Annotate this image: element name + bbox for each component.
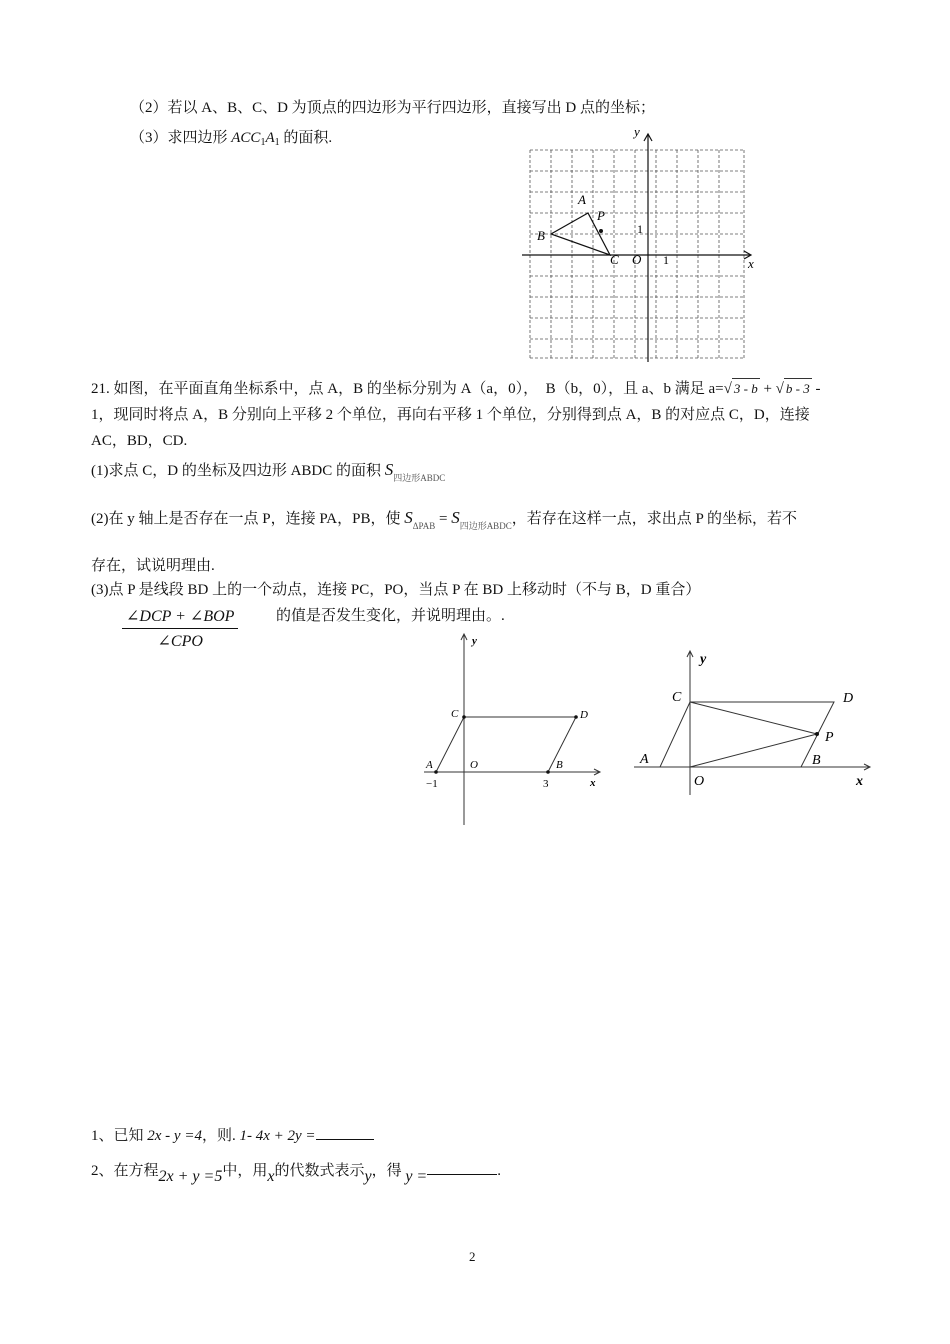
figure-right [630,645,880,805]
q21-plus: + [759,381,776,397]
extra-q1-middle: ，则. [201,1128,240,1144]
q20-part3-sub1: 1 [260,137,266,148]
extra-q2-x: x [267,1168,275,1185]
q21-part2-s1: S [404,508,413,527]
q21-part1 [91,460,445,488]
q21-part2-cont: 存在，试说明理由. [91,558,215,574]
right-label-y: y [700,652,707,667]
q21-line1-end: - [811,381,821,397]
q20-part2: （2）若以 A、B、C、D 为顶点的四边形为平行四边形，直接写出 D 点的坐标； [130,100,656,116]
q21-part3-tail: 的值是否发生变化，并说明理由。. [276,608,505,624]
left-label-o: O [470,759,478,771]
extra-q2-prefix: 2、在方程 [91,1163,159,1179]
q20-part3-prefix: （3）求四边形 [130,130,232,146]
left-point-d [574,715,578,719]
q21-fraction [122,606,238,651]
q21-part2-sub1: ΔPAB [412,521,436,531]
q20-part3 [130,128,332,153]
segment-cp [690,702,817,734]
q21-part3: (3)点 P 是线段 BD 上的一个动点，连接 PC，PO，当点 P 在 BD 上移动时（不与 B，D 重合） [91,582,701,598]
left-point-a [434,770,438,774]
left-point-c [462,715,466,719]
extra-q1-answer-blank[interactable] [316,1125,374,1140]
q21-line1-text: 21. 如图，在平面直角坐标系中，点 A，B 的坐标分别为 A（a，0）， B（b，0），且 a、b 满足 a= [91,381,724,397]
q21-part1-sub: 四边形ABDC [393,473,446,483]
grid-label-o: O [632,252,642,267]
grid-label-y: y [634,124,640,139]
q21-part2-sub2: 四边形ABDC [459,521,512,531]
q20-part3-suffix: 的面积. [279,130,333,146]
q21-part1-s: S [384,460,394,479]
extra-q2-end: . [497,1163,501,1179]
extra-q2-equation: 2x + y =5 [158,1168,223,1185]
fraction-numerator: ∠DCP + ∠BOP [122,606,238,629]
extra-q2-y: y [364,1168,372,1185]
right-label-x: x [856,774,863,789]
left-label-b: B [556,759,563,771]
q21-part2-eq: = [435,511,452,527]
q21-part2-s2: S [451,508,460,527]
grid-label-c: C [610,252,619,267]
sqrt-symbol-2: √ [775,381,784,397]
right-label-b: B [812,753,821,768]
extra-q2-answer-lhs: y = [405,1168,428,1185]
q21-part2 [91,508,797,536]
left-point-b [546,770,550,774]
q20-part3-acc: ACC [231,130,261,146]
extra-q1-expression: 1- 4x + 2y = [239,1128,316,1144]
fraction-denominator: ∠CPO [157,633,203,650]
q21-part1-text: (1)求点 C，D 的坐标及四边形 ABDC 的面积 [91,463,385,479]
left-label-x: x [590,777,596,789]
grid-figure [520,122,760,364]
grid-label-x: x [748,256,754,271]
q21-line3: AC，BD，CD. [91,433,188,449]
q20-part3-a: A [265,130,275,146]
q21-line1 [91,378,821,399]
right-label-o: O [694,774,705,789]
grid-label-p: P [597,208,605,223]
q21-part2-text-a: (2)在 y 轴上是否存在一点 P，连接 PA，PB，使 [91,511,405,527]
extra-q1 [91,1125,374,1146]
segment-op [690,734,817,767]
right-label-a: A [640,752,649,767]
left-label-y: y [472,635,477,647]
q21-part2-text-b: ，若存在这样一点，求出点 P 的坐标，若不 [511,511,797,527]
q21-line2: 1，现同时将点 A，B 分别向上平移 2 个单位，再向右平移 1 个单位，分别得到点 A，B 的对应点 C，D，连接 [91,407,810,423]
left-label-c: C [451,708,459,720]
extra-q1-equation: 2x - y =4 [147,1128,202,1144]
right-label-d: D [843,691,854,706]
q20-part3-sub2: 1 [274,137,280,148]
point-p [599,229,603,233]
right-label-c: C [672,690,682,705]
right-point-p [815,732,819,736]
left-label-3: 3 [543,778,549,790]
right-label-p: P [825,730,834,745]
grid-label-a: A [578,192,586,207]
parallelogram-aodc [660,702,834,767]
left-label-minus1: −1 [426,778,438,790]
extra-q2-text: 的代数式表示 [274,1163,365,1179]
figure-left [420,630,610,830]
extra-q2-middle: 中，用 [222,1163,268,1179]
q21-radical-1: 3 - b [732,378,760,399]
grid-label-one-y: 1 [637,222,643,236]
left-label-a: A [426,759,433,771]
grid-label-b: B [537,228,545,243]
grid-label-one-x: 1 [663,253,669,267]
sqrt-symbol-1: √ [723,381,732,397]
extra-q2-answer-blank[interactable] [427,1160,497,1175]
parallelogram-abdc [436,717,576,772]
extra-q2-get: ，得 [371,1163,406,1179]
left-label-d: D [580,709,588,721]
extra-q2 [91,1160,501,1185]
extra-q1-prefix: 1、已知 [91,1128,148,1144]
page-number: 2 [469,1249,476,1264]
q21-radical-2: b - 3 [784,378,812,399]
